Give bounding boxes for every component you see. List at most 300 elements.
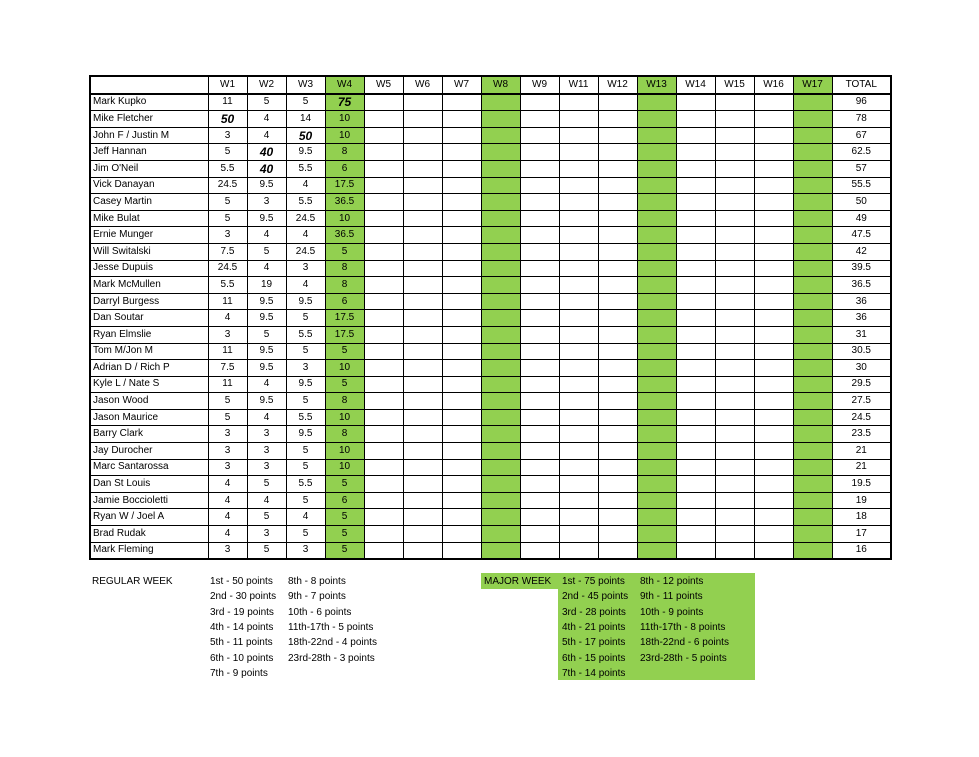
score-cell: [793, 360, 832, 377]
score-cell: [364, 492, 403, 509]
score-cell: [754, 326, 793, 343]
score-cell: [520, 310, 559, 327]
total-cell: 19.5: [832, 476, 891, 493]
score-cell: [637, 194, 676, 211]
score-cell: [520, 542, 559, 559]
player-name: Jason Maurice: [90, 409, 208, 426]
score-cell: [520, 177, 559, 194]
table-row: [90, 94, 891, 111]
points-entry: 5th - 11 points: [210, 637, 273, 649]
score-cell: 17.5: [325, 326, 364, 343]
score-cell: 4: [286, 277, 325, 294]
score-cell: [364, 542, 403, 559]
score-cell: [481, 526, 520, 543]
score-cell: [403, 243, 442, 260]
score-cell: [754, 526, 793, 543]
score-cell: [520, 326, 559, 343]
score-cell: 9.5: [247, 393, 286, 410]
score-cell: 14: [286, 111, 325, 128]
score-cell: [598, 243, 637, 260]
score-cell: [442, 542, 481, 559]
score-cell: [520, 526, 559, 543]
header-w15: W15: [715, 76, 754, 94]
score-cell: [715, 293, 754, 310]
table-row: [90, 542, 891, 559]
score-cell: [559, 177, 598, 194]
score-cell: [754, 376, 793, 393]
score-cell: [754, 443, 793, 460]
score-cell: [715, 476, 754, 493]
score-cell: 9.5: [286, 144, 325, 161]
score-cell: [598, 111, 637, 128]
score-cell: [715, 542, 754, 559]
score-cell: 5: [325, 526, 364, 543]
header-w7: W7: [442, 76, 481, 94]
header-name-col: [90, 76, 208, 94]
regular-week-label: REGULAR WEEK: [92, 576, 173, 587]
score-cell: 9.5: [286, 376, 325, 393]
score-cell: 8: [325, 393, 364, 410]
score-cell: [637, 310, 676, 327]
score-cell: [559, 310, 598, 327]
score-cell: [793, 94, 832, 111]
score-cell: [637, 376, 676, 393]
score-cell: [442, 210, 481, 227]
score-cell: [364, 310, 403, 327]
table-row: [90, 111, 891, 128]
score-cell: [403, 194, 442, 211]
score-cell: [676, 160, 715, 177]
player-name: Mark Kupko: [90, 94, 208, 111]
score-cell: [364, 111, 403, 128]
score-cell: [364, 476, 403, 493]
score-cell: 5: [286, 459, 325, 476]
score-cell: [481, 210, 520, 227]
score-cell: [364, 94, 403, 111]
score-cell: 7.5: [208, 360, 247, 377]
score-cell: [598, 194, 637, 211]
score-cell: [442, 160, 481, 177]
score-cell: [676, 260, 715, 277]
score-cell: [559, 526, 598, 543]
score-cell: [481, 459, 520, 476]
total-cell: 36: [832, 293, 891, 310]
score-cell: [442, 227, 481, 244]
total-cell: 67: [832, 127, 891, 144]
score-cell: 4: [247, 227, 286, 244]
score-cell: [598, 360, 637, 377]
score-cell: [364, 509, 403, 526]
score-cell: [598, 127, 637, 144]
score-cell: [715, 194, 754, 211]
score-cell: 5: [286, 393, 325, 410]
points-entry: 6th - 15 points: [562, 652, 626, 664]
score-cell: [754, 194, 793, 211]
score-cell: [520, 293, 559, 310]
table-row: [90, 459, 891, 476]
score-cell: [676, 459, 715, 476]
score-cell: [715, 94, 754, 111]
score-cell: 5: [325, 542, 364, 559]
score-cell: [598, 177, 637, 194]
score-cell: [442, 426, 481, 443]
score-cell: [481, 393, 520, 410]
score-cell: [676, 227, 715, 244]
score-cell: [481, 160, 520, 177]
total-cell: 62.5: [832, 144, 891, 161]
score-cell: 5: [286, 492, 325, 509]
score-cell: [754, 310, 793, 327]
score-cell: [520, 243, 559, 260]
score-cell: [559, 243, 598, 260]
score-cell: [715, 409, 754, 426]
score-cell: [364, 409, 403, 426]
score-cell: [754, 509, 793, 526]
score-cell: [715, 111, 754, 128]
score-cell: [754, 426, 793, 443]
total-cell: 16: [832, 542, 891, 559]
total-cell: 23.5: [832, 426, 891, 443]
score-cell: 3: [286, 260, 325, 277]
player-name: Ryan Elmslie: [90, 326, 208, 343]
score-cell: 10: [325, 111, 364, 128]
score-cell: 9.5: [247, 360, 286, 377]
score-cell: [793, 393, 832, 410]
points-entry: 18th-22nd - 6 points: [640, 637, 729, 649]
player-name: Mark Fleming: [90, 542, 208, 559]
score-cell: [676, 194, 715, 211]
total-cell: 42: [832, 243, 891, 260]
score-cell: [793, 243, 832, 260]
score-cell: [754, 243, 793, 260]
score-cell: [364, 393, 403, 410]
score-cell: [559, 459, 598, 476]
score-cell: [754, 409, 793, 426]
total-cell: 55.5: [832, 177, 891, 194]
table-row: [90, 326, 891, 343]
player-name: Mike Bulat: [90, 210, 208, 227]
score-cell: [364, 194, 403, 211]
score-cell: [364, 293, 403, 310]
header-w2: W2: [247, 76, 286, 94]
score-cell: [442, 409, 481, 426]
header-w9: W9: [520, 76, 559, 94]
table-row: [90, 492, 891, 509]
score-cell: 5.5: [286, 326, 325, 343]
score-cell: 5: [325, 376, 364, 393]
score-cell: [403, 160, 442, 177]
score-cell: 11: [208, 376, 247, 393]
score-cell: [676, 476, 715, 493]
total-cell: 18: [832, 509, 891, 526]
score-cell: [637, 293, 676, 310]
score-cell: 3: [208, 426, 247, 443]
score-cell: 7.5: [208, 243, 247, 260]
score-cell: [364, 326, 403, 343]
score-cell: [442, 326, 481, 343]
score-cell: [715, 492, 754, 509]
score-cell: 5: [247, 326, 286, 343]
score-cell: 5: [325, 243, 364, 260]
player-name: Barry Clark: [90, 426, 208, 443]
score-cell: [403, 111, 442, 128]
total-cell: 49: [832, 210, 891, 227]
score-cell: [520, 277, 559, 294]
score-cell: 9.5: [247, 293, 286, 310]
player-name: Vick Danayan: [90, 177, 208, 194]
table-row: [90, 509, 891, 526]
score-cell: 3: [208, 127, 247, 144]
total-cell: 27.5: [832, 393, 891, 410]
score-cell: [481, 243, 520, 260]
player-name: Marc Santarossa: [90, 459, 208, 476]
score-cell: 5: [325, 343, 364, 360]
score-cell: [676, 376, 715, 393]
score-cell: [637, 509, 676, 526]
table-row: [90, 127, 891, 144]
score-cell: 11: [208, 343, 247, 360]
score-cell: 3: [208, 459, 247, 476]
points-entry: 1st - 75 points: [562, 576, 625, 587]
score-cell: [559, 94, 598, 111]
table-row: [90, 277, 891, 294]
table-row: [90, 360, 891, 377]
table-row: [90, 243, 891, 260]
score-cell: 3: [247, 443, 286, 460]
header-w1: W1: [208, 76, 247, 94]
points-entry: 11th-17th - 8 points: [640, 621, 726, 633]
score-cell: [754, 177, 793, 194]
score-cell: [637, 426, 676, 443]
score-cell: [481, 360, 520, 377]
score-cell: [754, 227, 793, 244]
score-cell: [403, 177, 442, 194]
score-cell: 17.5: [325, 310, 364, 327]
score-cell: [598, 426, 637, 443]
score-cell: [559, 393, 598, 410]
score-cell: [403, 277, 442, 294]
score-cell: 5.5: [286, 409, 325, 426]
total-cell: 21: [832, 459, 891, 476]
score-cell: 5.5: [286, 160, 325, 177]
score-cell: 24.5: [208, 177, 247, 194]
total-cell: 17: [832, 526, 891, 543]
score-cell: [520, 459, 559, 476]
score-cell: [676, 210, 715, 227]
player-name: Jamie Boccioletti: [90, 492, 208, 509]
score-cell: 4: [247, 260, 286, 277]
table-row: [90, 343, 891, 360]
score-cell: [481, 376, 520, 393]
score-cell: [520, 194, 559, 211]
score-cell: [559, 343, 598, 360]
header-w11: W11: [559, 76, 598, 94]
score-cell: [598, 526, 637, 543]
score-cell: [637, 227, 676, 244]
score-cell: [715, 177, 754, 194]
player-name: Brad Rudak: [90, 526, 208, 543]
score-cell: [442, 260, 481, 277]
score-cell: 6: [325, 160, 364, 177]
score-cell: 5.5: [208, 160, 247, 177]
score-cell: [442, 360, 481, 377]
score-cell: [520, 509, 559, 526]
score-cell: [793, 111, 832, 128]
score-cell: [637, 127, 676, 144]
score-cell: [364, 277, 403, 294]
player-name: Kyle L / Nate S: [90, 376, 208, 393]
table-row: [90, 310, 891, 327]
score-cell: [559, 376, 598, 393]
points-entry: 6th - 10 points: [210, 652, 274, 664]
score-cell: 3: [247, 426, 286, 443]
score-cell: 11: [208, 293, 247, 310]
score-cell: [559, 476, 598, 493]
table-row: [90, 227, 891, 244]
points-entry: 4th - 21 points: [562, 621, 626, 633]
score-cell: [403, 526, 442, 543]
score-cell: [559, 509, 598, 526]
score-cell: 4: [247, 409, 286, 426]
score-cell: [481, 111, 520, 128]
score-cell: [520, 94, 559, 111]
score-cell: 5.5: [208, 277, 247, 294]
points-entry: 18th-22nd - 4 points: [288, 637, 377, 649]
points-entry: 8th - 12 points: [640, 576, 704, 587]
score-cell: [754, 111, 793, 128]
table-row: [90, 526, 891, 543]
score-cell: 3: [208, 443, 247, 460]
score-cell: [793, 177, 832, 194]
player-name: Mark McMullen: [90, 277, 208, 294]
score-cell: [754, 144, 793, 161]
points-entry: 3rd - 19 points: [210, 606, 274, 618]
score-cell: [403, 260, 442, 277]
score-cell: [559, 492, 598, 509]
score-cell: [481, 127, 520, 144]
score-cell: [637, 360, 676, 377]
score-cell: [715, 227, 754, 244]
table-row: [90, 393, 891, 410]
table-row: [90, 376, 891, 393]
score-cell: 10: [325, 409, 364, 426]
score-cell: [442, 243, 481, 260]
score-cell: 4: [208, 509, 247, 526]
score-cell: 5: [208, 144, 247, 161]
score-cell: [481, 509, 520, 526]
player-name: Ryan W / Joel A: [90, 509, 208, 526]
score-cell: [364, 426, 403, 443]
score-cell: [403, 343, 442, 360]
score-cell: [754, 127, 793, 144]
score-cell: [559, 194, 598, 211]
score-cell: [637, 111, 676, 128]
score-cell: 40: [247, 160, 286, 177]
points-entry: 3rd - 28 points: [562, 606, 626, 618]
score-cell: [364, 526, 403, 543]
header-w8: W8: [481, 76, 520, 94]
score-cell: [715, 509, 754, 526]
score-cell: 4: [286, 509, 325, 526]
score-cell: [715, 160, 754, 177]
player-name: Ernie Munger: [90, 227, 208, 244]
score-cell: [754, 492, 793, 509]
table-row: [90, 443, 891, 460]
score-cell: 3: [208, 326, 247, 343]
score-cell: [442, 393, 481, 410]
score-cell: [442, 476, 481, 493]
score-cell: [715, 360, 754, 377]
score-cell: [598, 144, 637, 161]
score-cell: [364, 144, 403, 161]
score-cell: [676, 326, 715, 343]
points-entry: 5th - 17 points: [562, 637, 626, 649]
score-cell: 9.5: [247, 310, 286, 327]
player-name: Will Switalski: [90, 243, 208, 260]
score-cell: [442, 310, 481, 327]
score-cell: [403, 127, 442, 144]
score-cell: [364, 459, 403, 476]
score-cell: [598, 293, 637, 310]
score-cell: [715, 310, 754, 327]
score-cell: [559, 144, 598, 161]
score-cell: 5.5: [286, 194, 325, 211]
score-cell: 3: [208, 227, 247, 244]
score-cell: 9.5: [247, 210, 286, 227]
total-cell: 30: [832, 360, 891, 377]
score-cell: 5: [247, 94, 286, 111]
score-cell: 3: [247, 459, 286, 476]
table-row: [90, 210, 891, 227]
score-cell: [364, 127, 403, 144]
score-cell: [637, 526, 676, 543]
score-cell: [715, 243, 754, 260]
header-w5: W5: [364, 76, 403, 94]
score-cell: [676, 310, 715, 327]
score-cell: [403, 542, 442, 559]
score-cell: [637, 160, 676, 177]
score-cell: 4: [247, 376, 286, 393]
score-cell: [520, 492, 559, 509]
score-cell: [676, 177, 715, 194]
score-cell: 5.5: [286, 476, 325, 493]
table-row: [90, 194, 891, 211]
score-cell: [559, 210, 598, 227]
score-cell: [364, 360, 403, 377]
points-entry: 2nd - 30 points: [210, 591, 277, 603]
score-cell: [793, 542, 832, 559]
score-cell: [715, 326, 754, 343]
score-cell: [520, 443, 559, 460]
player-name: Darryl Burgess: [90, 293, 208, 310]
total-cell: 29.5: [832, 376, 891, 393]
score-cell: [481, 194, 520, 211]
score-cell: 5: [286, 310, 325, 327]
total-cell: 24.5: [832, 409, 891, 426]
score-cell: [364, 160, 403, 177]
score-cell: [559, 260, 598, 277]
total-cell: 19: [832, 492, 891, 509]
score-cell: 75: [325, 94, 364, 111]
score-cell: [637, 326, 676, 343]
score-cell: [637, 343, 676, 360]
points-entry: 11th-17th - 5 points: [288, 621, 374, 633]
player-name: Jim O'Neil: [90, 160, 208, 177]
total-cell: 36: [832, 310, 891, 327]
score-cell: 24.5: [286, 243, 325, 260]
score-cell: 5: [208, 409, 247, 426]
score-cell: [598, 509, 637, 526]
